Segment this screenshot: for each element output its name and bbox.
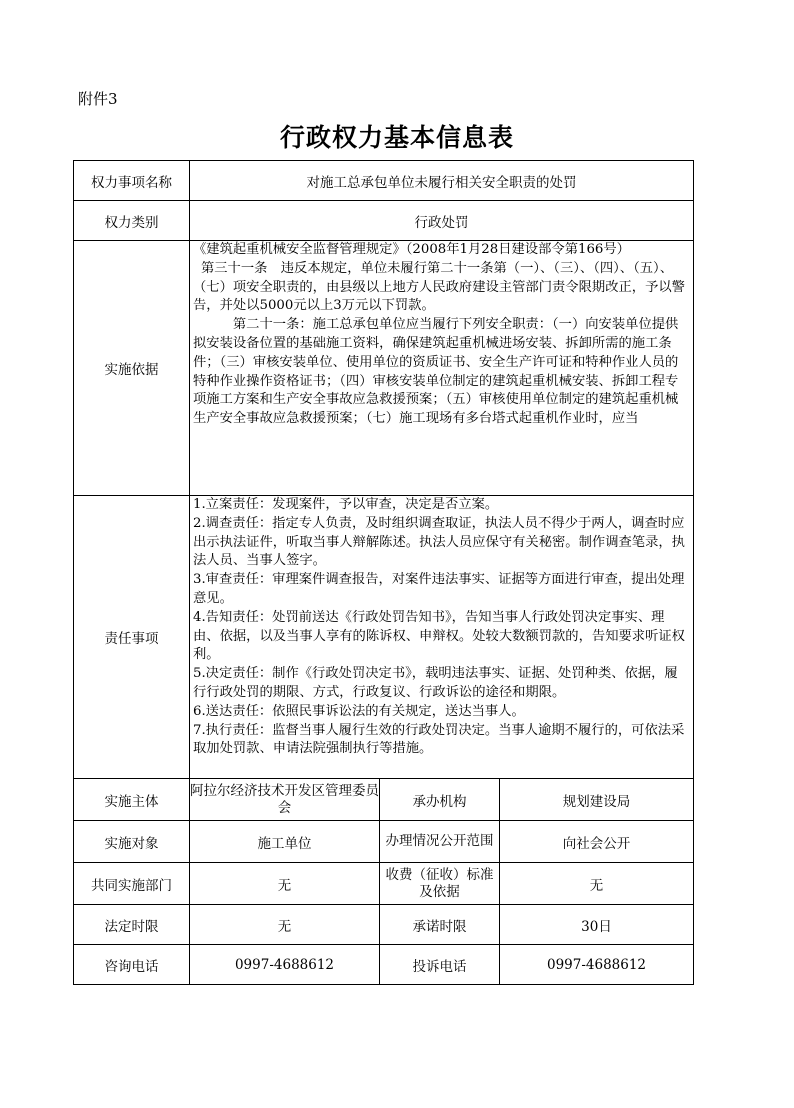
target-label: 实施对象 bbox=[74, 821, 190, 863]
row-phone bbox=[74, 945, 694, 985]
duties-label: 责任事项 bbox=[74, 496, 190, 779]
joint-label: 共同实施部门 bbox=[74, 863, 190, 905]
complaint-phone-value: 0997-4688612 bbox=[500, 945, 694, 985]
info-table bbox=[73, 160, 694, 985]
row-subject bbox=[74, 779, 694, 821]
consult-phone-value: 0997-4688612 bbox=[190, 945, 380, 985]
row-joint bbox=[74, 863, 694, 905]
fee-label: 收费（征收）标准及依据 bbox=[380, 863, 500, 905]
disclosure-value: 向社会公开 bbox=[500, 821, 694, 863]
subject-label: 实施主体 bbox=[74, 779, 190, 821]
office-value: 规划建设局 bbox=[500, 779, 694, 821]
basis-paragraph: 第三十一条 违反本规定，单位未履行第二十一条第（一）、（三）、（四）、（五）、（七）项安全职责的，由县级以上地方人民政府建设主管部门责令限期改正，予以警告，并处以5000元以上3万元以下罚款。 bbox=[193, 260, 685, 314]
duty-item: 4.告知责任：处罚前送达《行政处罚告知书》，告知当事人行政处罚决定事实、理由、依据，以及当事人享有的陈诉权、申辩权。处较大数额罚款的，告知要求听证权利。 bbox=[193, 609, 685, 663]
promise-time-value: 30日 bbox=[500, 905, 694, 945]
duty-item: 5.决定责任：制作《行政处罚决定书》，载明违法事实、证据、处罚种类、依据，履行行政处罚的期限、方式，行政复议、行政诉讼的途径和期限。 bbox=[193, 666, 678, 700]
row-name bbox=[74, 161, 694, 201]
duty-item: 2.调查责任：指定专人负责，及时组织调查取证，执法人员不得少于两人，调查时应出示执法证件，听取当事人辩解陈述。执法人员应保守有关秘密。制作调查笔录，执法人员、当事人签字。 bbox=[193, 515, 685, 569]
joint-value: 无 bbox=[190, 863, 380, 905]
row-basis bbox=[74, 241, 694, 496]
fee-value: 无 bbox=[500, 863, 694, 905]
row-duties bbox=[74, 496, 694, 779]
duty-item: 3.审查责任：审理案件调查报告，对案件违法事实、证据等方面进行审查，提出处理意见。 bbox=[193, 572, 685, 606]
name-value: 对施工总承包单位未履行相关安全职责的处罚 bbox=[190, 161, 694, 201]
basis-paragraph: 《建筑起重机械安全监督管理规定》（2008年1月28日建设部令第166号） bbox=[193, 242, 630, 257]
duty-item: 7.执行责任：监督当事人履行生效的行政处罚决定。当事人逾期不履行的，可依法采取加处罚款、申请法院强制执行等措施。 bbox=[193, 722, 685, 757]
row-category bbox=[74, 201, 694, 241]
category-value: 行政处罚 bbox=[190, 201, 694, 241]
complaint-phone-label: 投诉电话 bbox=[380, 945, 500, 985]
office-label: 承办机构 bbox=[380, 779, 500, 821]
row-time bbox=[74, 905, 694, 945]
attachment-label: 附件3 bbox=[78, 90, 118, 108]
category-label: 权力类别 bbox=[74, 201, 190, 241]
name-label: 权力事项名称 bbox=[74, 161, 190, 201]
subject-value: 阿拉尔经济技术开发区管理委员会 bbox=[190, 779, 380, 821]
disclosure-label: 办理情况公开范围 bbox=[380, 821, 500, 863]
basis-label: 实施依据 bbox=[74, 241, 190, 496]
legal-time-value: 无 bbox=[190, 905, 380, 945]
target-value: 施工单位 bbox=[190, 821, 380, 863]
consult-phone-label: 咨询电话 bbox=[74, 945, 190, 985]
page-title: 行政权力基本信息表 bbox=[279, 123, 514, 152]
duty-item: 6.送达责任：依照民事诉讼法的有关规定，送达当事人。 bbox=[193, 703, 525, 719]
promise-time-label: 承诺时限 bbox=[380, 905, 500, 945]
duty-item: 1.立案责任：发现案件，予以审查，决定是否立案。 bbox=[193, 497, 499, 512]
basis-content bbox=[190, 241, 693, 495]
basis-paragraph: 第二十一条：施工总承包单位应当履行下列安全职责：（一）向安装单位提供拟安装设备位置的基础施工资料，确保建筑起重机械进场安装、拆卸所需的施工条件；（三）审核安装单位、使用单位的资质证书、安全生产许可证和特种作业人员的特种作业操作资格证书；（四）审核安装单位制定的建筑起重机械安装、拆卸工程专项施工方案和生产安全事故应急救援预案；（五）审核使用单位制定的建筑起重机械生产安全事故应急救援预案；（七）施工现场有多台塔式起重机作业时，应当 bbox=[193, 317, 679, 427]
row-target bbox=[74, 821, 694, 863]
duties-content bbox=[190, 496, 693, 778]
legal-time-label: 法定时限 bbox=[74, 905, 190, 945]
